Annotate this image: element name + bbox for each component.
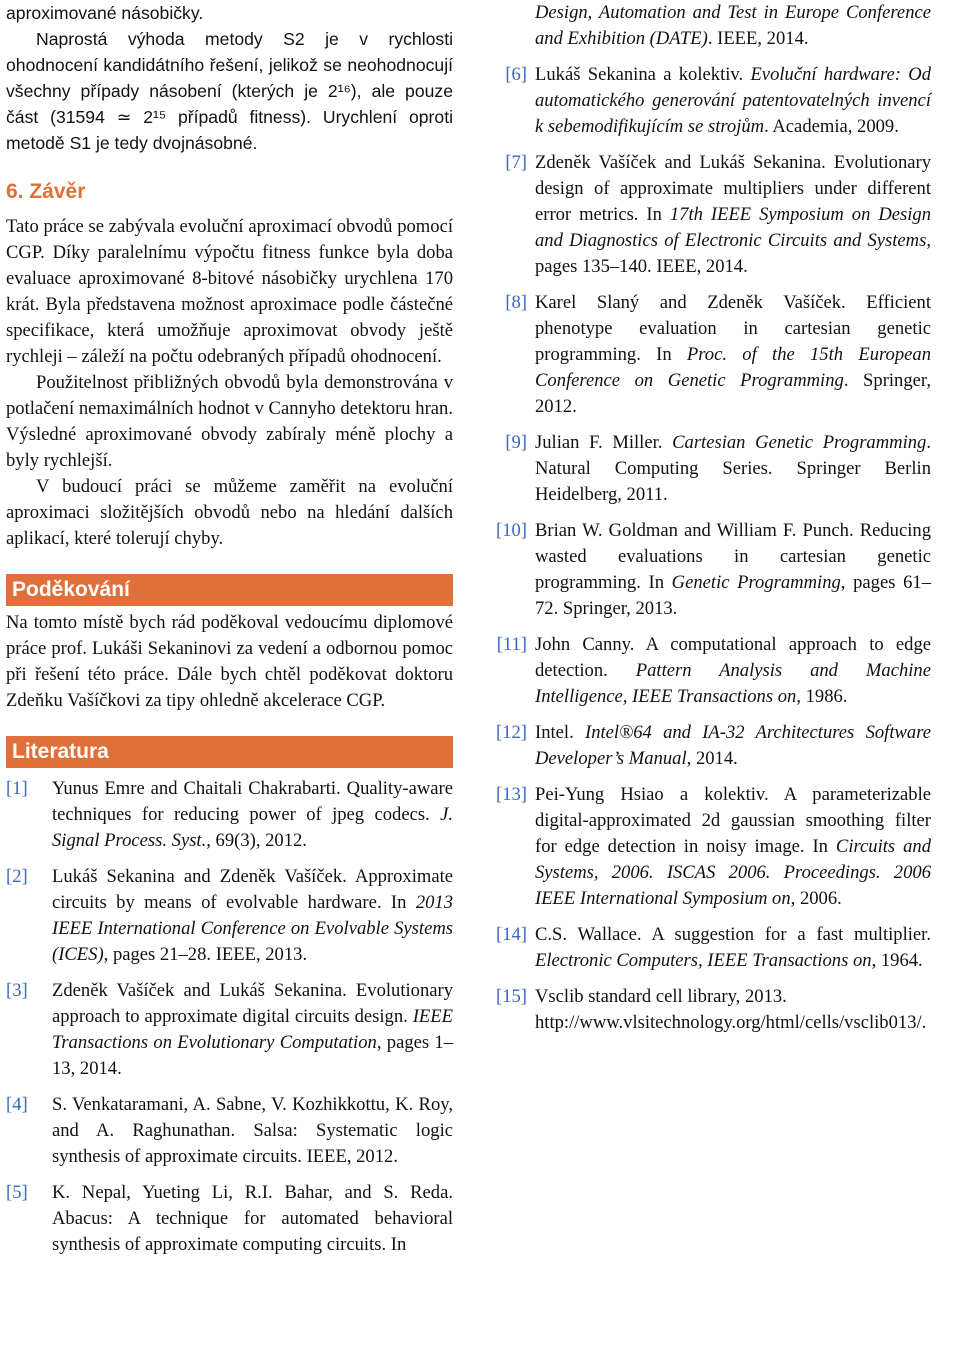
reference-item	[6, 864, 453, 968]
reference-number[interactable]: [8]	[505, 292, 527, 313]
left-column	[6, 0, 453, 1268]
reference-text: Karel Slaný and Zdeněk Vašíček. Efficient phenotype evaluation in cartesian genetic programming. In Proc. of the 15th European Conference on Genetic Programming. Springer, 2012.	[535, 292, 931, 417]
reference-continuation	[485, 0, 931, 52]
reference-number[interactable]: [5]	[6, 1182, 28, 1203]
reference-text: Zdeněk Vašíček and Lukáš Sekanina. Evolutionary design of approximate multipliers under different error metrics. In 17th IEEE Symposium on Design and Diagnostics of Electronic Circuits and Systems, pages 135–140. IEEE, 2014.	[535, 152, 931, 277]
reference-text: Vsclib standard cell library, 2013. http://www.vlsitechnology.org/html/cells/vsclib013/.	[535, 986, 927, 1033]
reference-number[interactable]: [7]	[505, 152, 527, 173]
reference-text: Lukáš Sekanina and Zdeněk Vašíček. Approximate circuits by means of evolvable hardware. In 2013 IEEE International Conference on Evolvable Systems (ICES), pages 21–28. IEEE, 2013.	[52, 866, 453, 965]
reference-number[interactable]: [11]	[496, 634, 527, 655]
reference-text: Brian W. Goldman and William F. Punch. Reducing wasted evaluations in cartesian genetic programming. In Genetic Programming, pages 61–72. Springer, 2013.	[535, 520, 931, 619]
reference-item	[485, 430, 931, 508]
reference-item	[6, 776, 453, 854]
reference-item	[485, 150, 931, 280]
reference-text: Pei-Yung Hsiao a kolektiv. A parameterizable digital-approximated 2d gaussian smoothing filter for edge detection in noisy image. In Circuits and Systems, 2006. ISCAS 2006. Proceedings. 2006 IEEE International Symposium on, 2006.	[535, 784, 931, 909]
reference-number[interactable]: [12]	[496, 722, 527, 743]
reference-text: Design, Automation and Test in Europe Conference and Exhibition (DATE). IEEE, 2014.	[535, 2, 931, 49]
acknowledgements-text: Na tomto místě bych rád poděkoval vedoucímu diplomové práce prof. Lukáši Sekaninovi za vedení a odbornou pomoc při řešení této práce. Dále bych chtěl poděkovat doktoru Zdeňku Vašíčkovi za tipy ohledně akcelerace CGP.	[6, 612, 453, 711]
reference-number[interactable]: [13]	[496, 784, 527, 805]
reference-text: S. Venkataramani, A. Sabne, V. Kozhikkottu, K. Roy, and A. Raghunathan. Salsa: Systematic logic synthesis of approximate circuits. IEEE, 2012.	[52, 1094, 453, 1167]
reference-item	[6, 1180, 453, 1258]
section-heading-conclusion: 6. Závěr	[6, 180, 86, 203]
reference-item	[6, 1092, 453, 1170]
reference-item	[485, 720, 931, 772]
reference-number[interactable]: [2]	[6, 866, 28, 887]
reference-list-right	[485, 0, 931, 1036]
reference-text: C.S. Wallace. A suggestion for a fast multiplier. Electronic Computers, IEEE Transactions on, 1964.	[535, 924, 931, 971]
reference-item	[485, 782, 931, 912]
right-column	[485, 0, 931, 1046]
reference-text: Yunus Emre and Chaitali Chakrabarti. Quality-aware techniques for reducing power of jpeg codecs. J. Signal Process. Syst., 69(3), 2012.	[52, 778, 453, 851]
paragraph-s2: Naprostá výhoda metody S2 je v rychlosti ohodnocení kandidátního řešení, jelikož se neohodnocují všechny případy násobení (kterých je 2¹⁶), ale pouze část (31594 ≃ 2¹⁵ případů fitness). Urychlení oproti metodě S1 je tedy dvojnásobné.	[6, 29, 453, 153]
reference-list-left	[6, 776, 453, 1258]
reference-text: K. Nepal, Yueting Li, R.I. Bahar, and S. Reda. Abacus: A technique for automated behavioral synthesis of approximate computing circuits. In	[52, 1182, 453, 1255]
reference-text: John Canny. A computational approach to edge detection. Pattern Analysis and Machine Intelligence, IEEE Transactions on, 1986.	[535, 634, 931, 707]
reference-text: Julian F. Miller. Cartesian Genetic Programming. Natural Computing Series. Springer Berlin Heidelberg, 2011.	[535, 432, 931, 505]
reference-item	[485, 62, 931, 140]
reference-text: Lukáš Sekanina a kolektiv. Evoluční hardware: Od automatického generování patentovatelných invencí k sebemodifikujícím se strojům. Academia, 2009.	[535, 64, 931, 137]
reference-number[interactable]: [9]	[505, 432, 527, 453]
reference-item	[485, 632, 931, 710]
reference-item	[485, 518, 931, 622]
reference-number[interactable]: [4]	[6, 1094, 28, 1115]
reference-number[interactable]: [3]	[6, 980, 28, 1001]
section-heading-literature: Literatura	[6, 736, 453, 768]
reference-number[interactable]: [15]	[496, 986, 527, 1007]
reference-text: Zdeněk Vašíček and Lukáš Sekanina. Evolutionary approach to approximate digital circuits design. IEEE Transactions on Evolutionary Computation, pages 1–13, 2014.	[52, 980, 454, 1079]
reference-number[interactable]: [1]	[6, 778, 28, 799]
reference-item	[485, 290, 931, 420]
reference-item	[6, 978, 453, 1082]
reference-number[interactable]: [6]	[505, 64, 527, 85]
conclusion-paragraph-2: Použitelnost přibližných obvodů byla demonstrována v potlačení nemaximálních hodnot v Cannyho detektoru hran. Výsledné aproximované obvody zabíraly méně plochy a byly rychlejší.	[6, 372, 453, 471]
top-line: aproximované násobičky.	[6, 3, 204, 23]
reference-text: Intel. Intel®64 and IA-32 Architectures Software Developer’s Manual, 2014.	[535, 722, 931, 769]
reference-number	[485, 0, 535, 52]
conclusion-paragraph-3: V budoucí práci se můžeme zaměřit na evoluční aproximaci složitějších obvodů nebo na hledání dalších aplikací, které tolerují chyby.	[6, 476, 453, 549]
conclusion-paragraph-1: Tato práce se zabývala evoluční aproximací obvodů pomocí CGP. Díky paralelnímu výpočtu fitness funkce byla doba evaluace aproximované 8-bitové násobičky urychlena 170 krát. Byla představena možnost aproximace podle částečné specifikace, která umožňuje aproximovat obvody ještě rychleji – záleží na počtu odebraných případů ohodnocení.	[6, 216, 453, 367]
reference-item	[485, 922, 931, 974]
reference-number[interactable]: [14]	[496, 924, 527, 945]
reference-item	[485, 984, 931, 1036]
reference-number[interactable]: [10]	[496, 520, 527, 541]
section-heading-acknowledgements: Poděkování	[6, 574, 453, 606]
